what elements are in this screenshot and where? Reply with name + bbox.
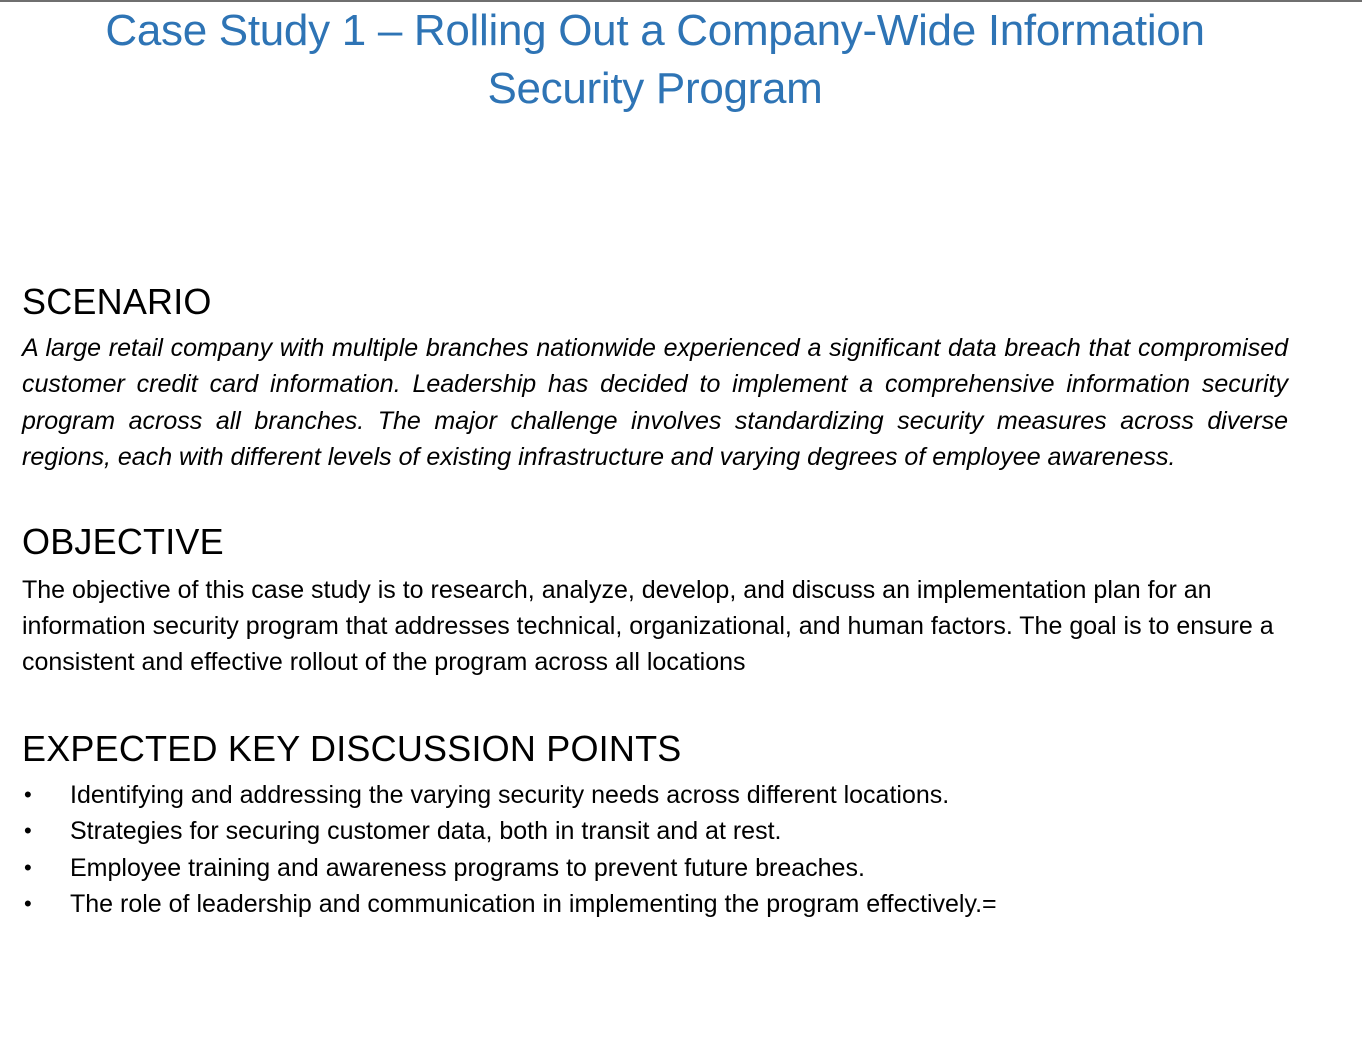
list-item-text: The role of leadership and communication in implementing the program effectively.= [70, 890, 997, 919]
discussion-points-heading: EXPECTED KEY DISCUSSION POINTS [22, 727, 682, 769]
bullet-icon: • [24, 854, 32, 880]
bullet-icon: • [24, 818, 32, 844]
list-item [22, 777, 1288, 813]
list-item-text: Identifying and addressing the varying security needs across different locations. [70, 780, 950, 809]
discussion-points-list [22, 777, 1288, 923]
objective-paragraph: The objective of this case study is to research, analyze, develop, and discuss an implementation plan for an information security program that addresses technical, organizational, and human factors. The goal is to ensure a consistent and effective rollout of the program across all locations [22, 575, 1274, 677]
scenario-paragraph: A large retail company with multiple branches nationwide experienced a significant data breach that compromised customer credit card information. Leadership has decided to implement a comprehensive information security program across all branches. The major challenge involves standardizing security measures across diverse regions, each with different levels of existing infrastructure and varying degrees of employee awareness. [22, 334, 1288, 472]
objective-heading: OBJECTIVE [22, 520, 224, 562]
list-item-text: Strategies for securing customer data, both in transit and at rest. [70, 817, 782, 846]
list-item [22, 813, 1288, 849]
document-page [22, 0, 1288, 922]
document-title: Case Study 1 – Rolling Out a Company-Wide Information Security Program [105, 6, 1205, 113]
bullet-icon: • [24, 891, 32, 917]
list-item [22, 886, 1288, 922]
bullet-icon: • [24, 781, 32, 807]
list-item-text: Employee training and awareness programs to prevent future breaches. [70, 853, 865, 882]
scenario-heading: SCENARIO [22, 281, 212, 322]
list-item [22, 850, 1288, 886]
